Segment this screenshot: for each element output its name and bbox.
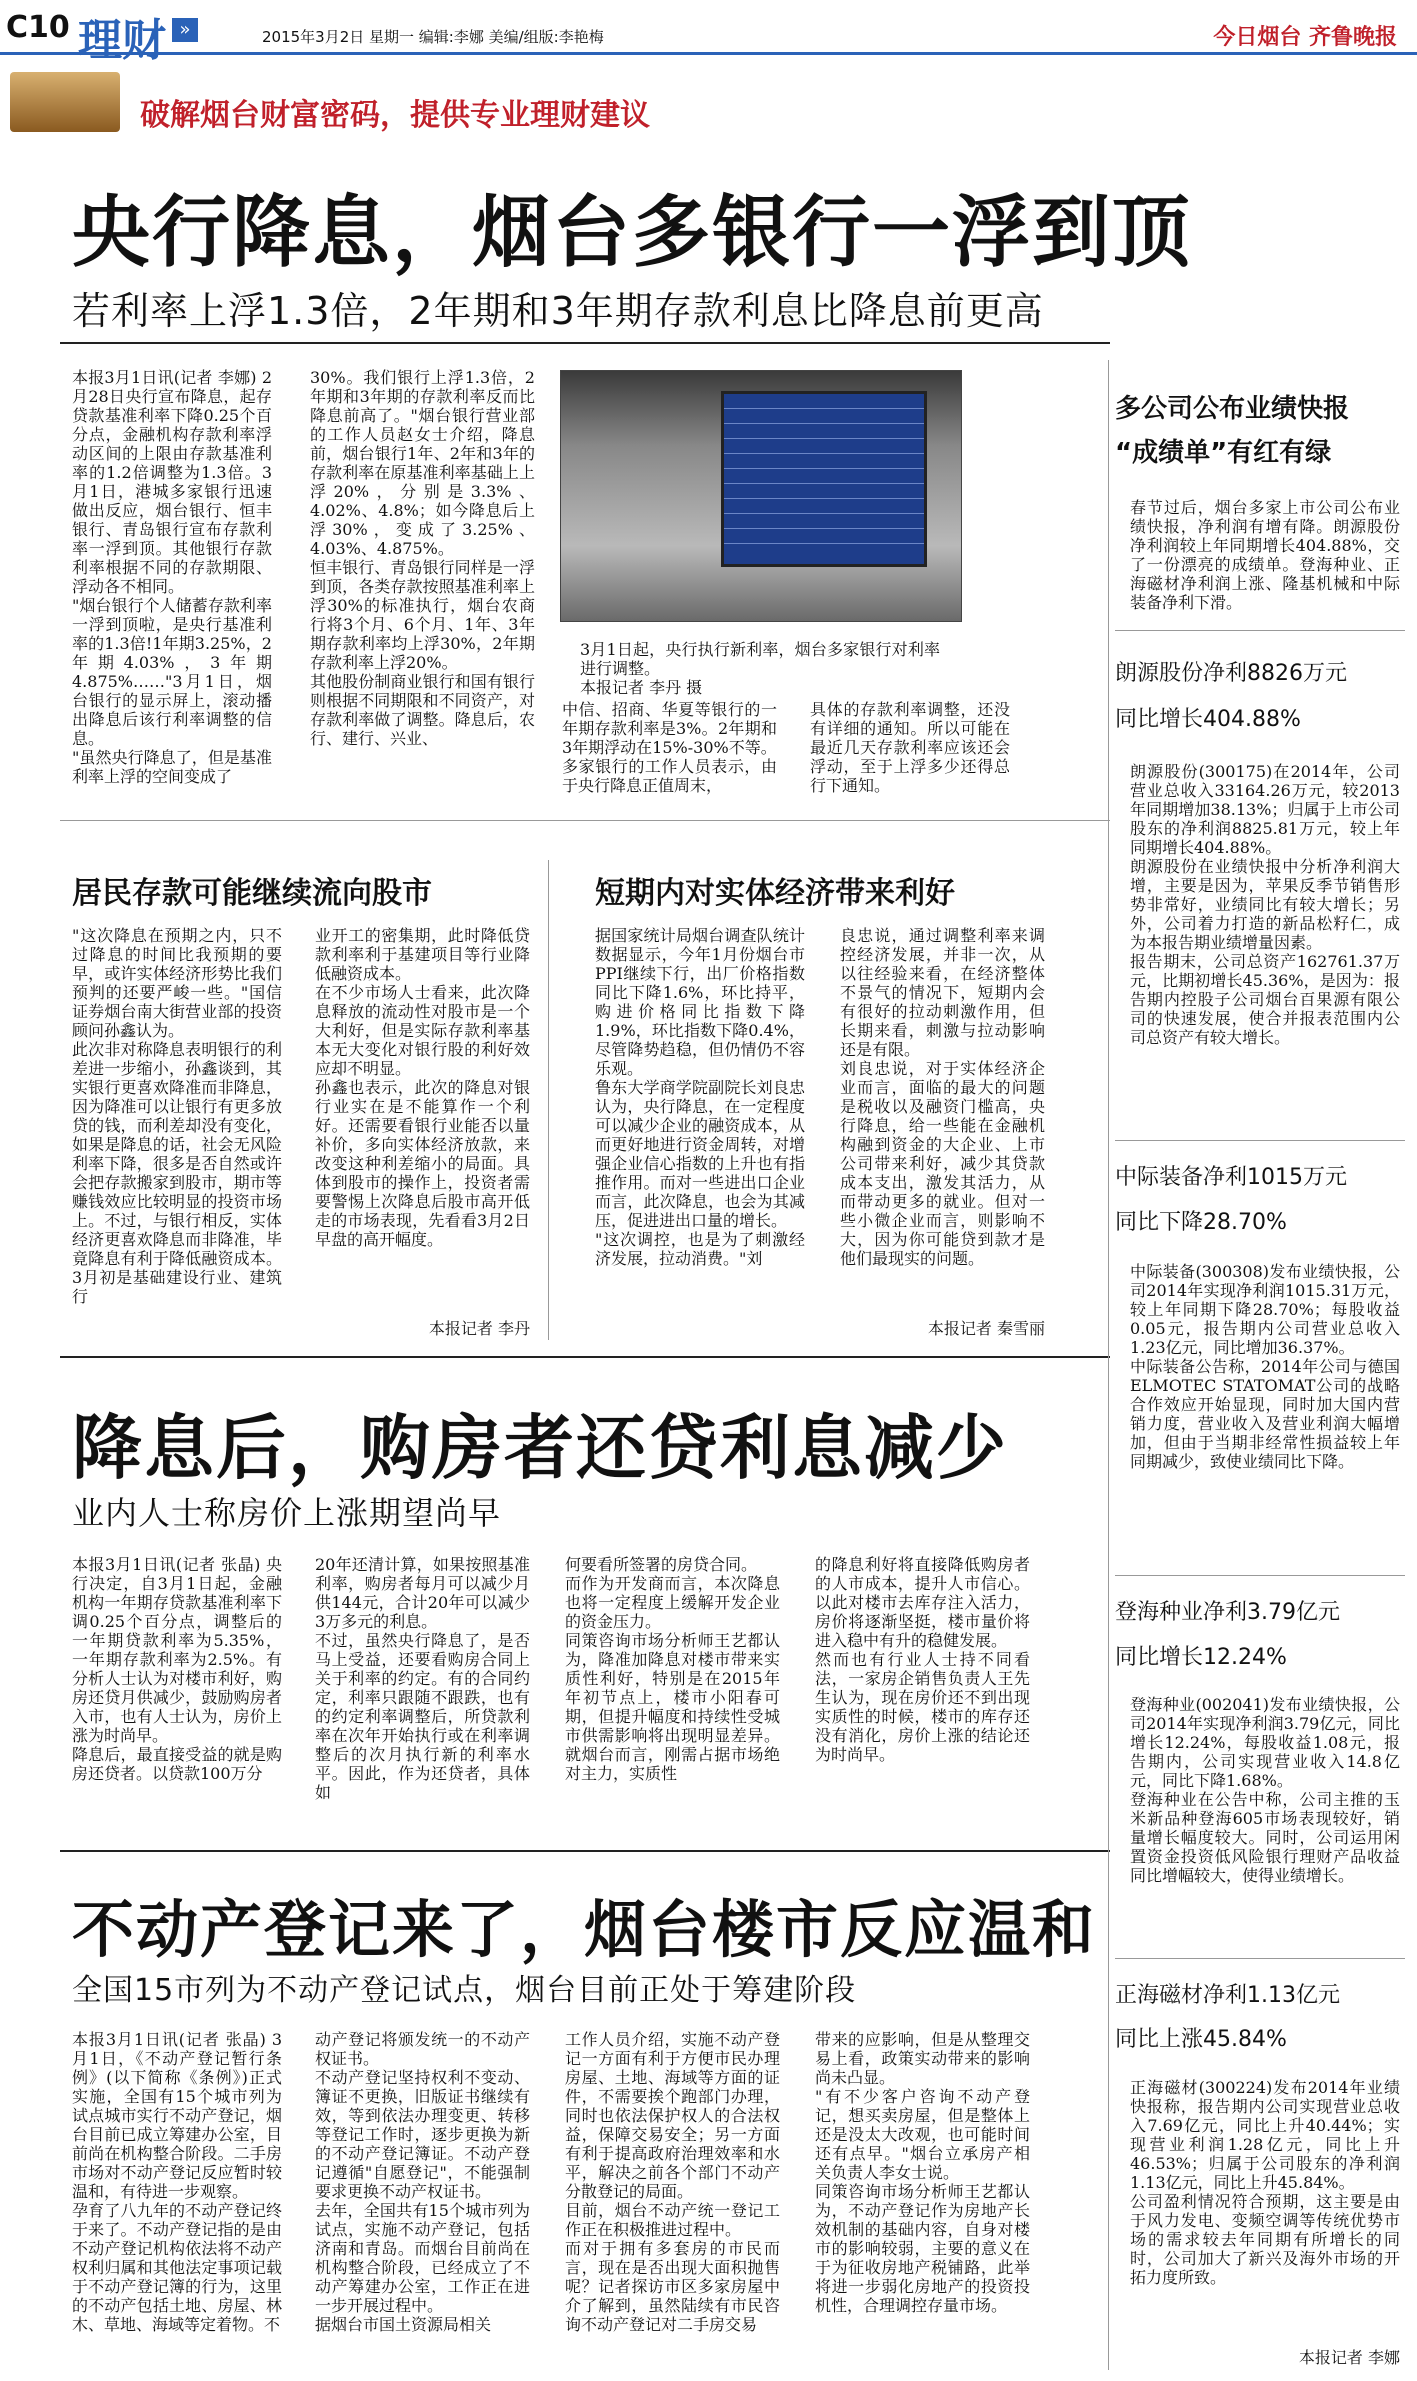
sidebar-title-1: 多公司公布业绩快报	[1115, 394, 1350, 424]
article3-col2: 良忠说，通过调整利率来调控经济发展，并非一次，从以往经验来看，在经济整体不景气的情况下，短期内会有很好的拉动刺激作用，但长期来看，刺激与拉动影响还是有限。 刘良忠说，对于实体经济企业而言，面临的最大的问题是税收以及融资门槛高，央行降息，给一些能在金融机构融到资金的大企业、上市公司带来利好，减少其贷款成本支出，激发其活力，从而带动更多的就业。但对一些小微企业而言，则影响不大，因为你可能贷到款才是他们最现实的问题。	[840, 926, 1045, 1268]
chevron-right-icon: »	[172, 18, 198, 42]
article4-col3: 何要看所签署的房贷合同。 而作为开发商而言，本次降息也将一定程度上缓解开发企业的资金压力。 同策咨询市场分析师王艺都认为，降准加降息对楼市带来实质性利好，特别是在2015年年初节点上，楼市小阳春可期，但提升幅度和持续性受城市供需影响将出现明显差异。就烟台而言，刚需占据市场绝对主力，实质性	[565, 1555, 780, 1783]
headline-4: 降息后，购房者还贷利息减少	[72, 1407, 1008, 1489]
divider	[1115, 1575, 1405, 1576]
divider	[60, 1356, 1110, 1358]
column-divider	[548, 860, 549, 1340]
sidebar-item-4-title: 正海磁材净利1.13亿元	[1115, 1983, 1340, 2008]
headline-5: 不动产登记来了，烟台楼市反应温和	[72, 1893, 1097, 1966]
article3-byline: 本报记者 秦雪丽	[927, 1319, 1045, 1338]
sidebar-byline: 本报记者 李娜	[1298, 2348, 1400, 2367]
divider	[60, 342, 1110, 344]
subheadline-5: 全国15市列为不动产登记试点，烟台目前正处于筹建阶段	[72, 1973, 857, 2008]
sidebar-divider	[1108, 360, 1109, 2370]
newspaper-name: 今日烟台 齐鲁晚报	[1213, 25, 1397, 50]
divider	[1115, 630, 1405, 631]
rate-display-screen	[721, 391, 927, 567]
section-slogan: 破解烟台财富密码，提供专业理财建议	[140, 98, 650, 133]
article4-col2: 20年还清计算，如果按照基准利率，购房者每月可以减少月供144元，合计20年可以减少3万多元的利息。 不过，虽然央行降息了，是否马上受益，还要看购房合同上关于利率的约定。有的合同约定，利率只跟随不跟跌，也有的约定利率调整后，所贷款利率在次年开始执行或在利率调整后的次月执行新的利率水平。因此，作为还贷者，具体如	[315, 1555, 530, 1802]
divider	[60, 1850, 1110, 1852]
subheadline-4: 业内人士称房价上涨期望尚早	[72, 1494, 502, 1532]
section-title: 理财	[78, 15, 166, 66]
article3-title: 短期内对实体经济带来利好	[595, 876, 955, 911]
page-number: C10	[6, 10, 70, 45]
sidebar-item-1-body: 朗源股份(300175)在2014年，公司营业总收入33164.26万元，较2013年同期增加38.13%；归属于上市公司股东的净利润8825.81万元，较上年同期增长404.88%。 朗源股份在业绩快报中分析净利润大增，主要是因为，苹果反季节销售形势非常好，业绩同比有较大增长；另外，公司着力打造的新品松籽仁，成为本报告期业绩增量因素。 报告期末，公司总资产162761.37万元，比期初增长45.36%，是因为：报告期内控股子公司烟台百果源有限公司的快速发展，使合并报表范围内公司总资产有较大增长。	[1130, 762, 1400, 1047]
article5-col3: 工作人员介绍，实施不动产登记一方面有利于方便市民办理房屋、土地、海域等方面的证件，不需要挨个跑部门办理，同时也依法保护权人的合法权益，保障交易安全；另一方面有利于提高政府治理效率和水平，解决之前各个部门不动产分散登记的局面。 目前，烟台不动产统一登记工作正在积极推进过程中。 而对于拥有多套房的市民而言，现在是否出现大面积抛售呢？记者探访市区多家房屋中介了解到，虽然陆续有市民咨询不动产登记对二手房交易	[565, 2030, 780, 2334]
article2-col1: "这次降息在预期之内，只不过降息的时间比我预期的要早，或许实体经济形势比我们预判的还要严峻一些。"国信证券烟台南大街营业部的投资顾问孙鑫认为。 此次非对称降息表明银行的利差进一步缩小，孙鑫谈到，其实银行更喜欢降准而非降息，因为降准可以让银行有更多放贷的钱，而利差却没有变化，如果是降息的话，社会无风险利率下降，很多是否自然或许会把存款搬家到股市，期市等赚钱效应比较明显的投资市场上。不过，与银行相反，实体经济更喜欢降息而非降准，毕竟降息有利于降低融资成本。3月初是基础建设行业、建筑行	[72, 926, 282, 1306]
subheadline-1: 若利率上浮1.3倍，2年期和3年期存款利息比降息前更高	[72, 289, 1044, 333]
article1-col4: 具体的存款利率调整，还没有详细的通知。所以可能在最近几天存款利率应该还会浮动，至于上浮多少还得总行下通知。	[810, 700, 1010, 795]
sidebar-item-2-body: 中际装备(300308)发布业绩快报，公司2014年实现净利润1015.31万元，较上年同期下降28.70%；每股收益0.05元，报告期内公司营业总收入1.23亿元，同比增加36.37%。 中际装备公告称，2014年公司与德国ELMOTEC STATOMAT公司的战略合作效应开始显现，同时加大国内营销力度，营业收入及营业利润大幅增加，但由于当期非经常性损益较上年同期减少，致使业绩同比下降。	[1130, 1262, 1400, 1471]
article5-col1: 本报3月1日讯(记者 张晶) 3月1日，《不动产登记暂行条例》(以下简称《条例》)正式实施，全国有15个城市列为试点城市实行不动产登记，烟台目前已成立筹建办公室，目前尚在机构整合阶段。二手房市场对不动产登记反应暂时较温和，有待进一步观察。 孕育了八九年的不动产登记终于来了。不动产登记指的是由不动产登记机构依法将不动产权利归属和其他法定事项记载于不动产登记簿的行为，这里的不动产包括土地、房屋、林木、草地、海域等定着物。不	[72, 2030, 282, 2334]
headline-1: 央行降息，烟台多银行一浮到顶	[72, 188, 1193, 278]
header-info: 2015年3月2日 星期一 编辑:李娜 美编/组版:李艳梅	[262, 28, 604, 46]
bank-display-photo	[560, 370, 962, 622]
sidebar-item-2-title: 中际装备净利1015万元	[1115, 1165, 1347, 1190]
sidebar-item-3-subtitle: 同比增长12.24%	[1115, 1645, 1287, 1670]
article4-col4: 的降息利好将直接降低购房者的人市成本，提升人市信心。以此对楼市去库存注入活力，房价将逐渐坚挺，楼市量价将进入稳中有升的稳健发展。 然而也有行业人士持不同看法，一家房企销售负责人王先生认为，现在房价还不到出现实质性的时候，楼市的库存还没有消化，房价上涨的结论还为时尚早。	[815, 1555, 1030, 1764]
article5-col2: 动产登记将颁发统一的不动产权证书。 不动产登记坚持权利不变动、簿证不更换，旧版证书继续有效，等到依法办理变更、转移等登记工作时，逐步更换为新的不动产登记簿证。不动产登记遵循"自愿登记"，不能强制要求更换不动产权证书。 去年，全国共有15个城市列为试点，实施不动产登记，包括济南和青岛。而烟台目前尚在机构整合阶段，已经成立了不动产筹建办公室，工作正在进一步开展过程中。 据烟台市国土资源局相关	[315, 2030, 530, 2334]
header-divider	[0, 52, 1417, 55]
sidebar-title-2: “成绩单”有红有绿	[1115, 438, 1332, 468]
sidebar-item-4-subtitle: 同比上涨45.84%	[1115, 2027, 1287, 2052]
article1-col2: 30%。我们银行上浮1.3倍，2年期和3年期的存款利率反而比降息前高了。"烟台银行营业部的工作人员赵女士介绍，降息前，烟台银行1年、2年和3年的存款利率在原基准利率基础上上浮20%，分别是3.3%、4.02%、4.8%；如今降息后上浮30%，变成了3.25%、4.03%、4.875%。 恒丰银行、青岛银行同样是一浮到顶，各类存款按照基准利率上浮30%的标准执行，烟台农商行将3个月、6个月、1年、3年期存款利率均上浮30%，2年期存款利率上浮20%。 其他股份制商业银行和国有银行则根据不同期限和不同资产，对存款利率做了调整。降息后，农行、建行、兴业、	[310, 368, 535, 748]
article1-col3: 中信、招商、华夏等银行的一年期存款利率是3%。2年期和3年期浮动在15%-30%不等。 多家银行的工作人员表示，由于央行降息正值周末，	[562, 700, 777, 795]
abacus-image	[10, 72, 120, 132]
sidebar-item-4-body: 正海磁材(300224)发布2014年业绩快报称，报告期内公司实现营业总收入7.69亿元，同比上升40.44%；实现营业利润1.28亿元，同比上升46.53%；归属于公司股东的净利润1.13亿元，同比上升45.84%。 公司盈利情况符合预期，这主要是由于风力发电、变频空调等传统优势市场的需求较去年同期有所增长的同时，公司加大了新兴及海外市场的开拓力度所致。	[1130, 2078, 1400, 2287]
article2-title: 居民存款可能继续流向股市	[72, 876, 432, 911]
article2-col2: 业开工的密集期，此时降低贷款利率利于基建项目等行业降低融资成本。 在不少市场人士看来，此次降息释放的流动性对股市是一个大利好，但是实际存款利率基本无大变化对银行股的利好效应却不明显。 孙鑫也表示，此次的降息对银行业实在是不能算作一个利好。还需要看银行业能否以量补价，多向实体经济放款，来改变这种利差缩小的局面。具体到股市的操作上，投资者需要警惕上次降息后股市高开低走的市场表现，先看看3月2日早盘的高开幅度。	[315, 926, 530, 1249]
article4-col1: 本报3月1日讯(记者 张晶) 央行决定，自3月1日起，金融机构一年期存贷款基准利率下调0.25个百分点，调整后的一年期贷款利率为5.35%，一年期存款利率为2.5%。有分析人士认为对楼市利好，购房还贷月供减少，鼓励购房者入市，也有人士认为，房价上涨为时尚早。 降息后，最直接受益的就是购房还贷者。以贷款100万分	[72, 1555, 282, 1783]
divider	[1115, 1140, 1405, 1141]
article2-byline: 本报记者 李丹	[428, 1319, 530, 1338]
sidebar-item-1-subtitle: 同比增长404.88%	[1115, 707, 1301, 732]
sidebar-intro: 春节过后，烟台多家上市公司公布业绩快报，净利润有增有降。朗源股份净利润较上年同期增长404.88%，交了一份漂亮的成绩单。登海种业、正海磁材净利润上涨、隆基机械和中际装备净利下滑。	[1130, 498, 1400, 612]
article5-col4: 带来的应影响，但是从整理交易上看，政策实动带来的影响尚未凸显。 "有不少客户咨询不动产登记，想买卖房屋，但是整体上还是没太大改观，也可能时间还有点早。"烟台立承房产相关负责人李女士说。 同策咨询市场分析师王艺都认为，不动产登记作为房地产长效机制的基础内容，自身对楼市的影响较弱，主要的意义在于为征收房地产税铺路，此举将进一步弱化房地产的投资投机性，合理调控存量市场。	[815, 2030, 1030, 2315]
sidebar-item-3-body: 登海种业(002041)发布业绩快报，公司2014年实现净利润3.79亿元，同比增长12.24%，每股收益1.08元，报告期内，公司实现营业收入14.8亿元，同比下降1.68%。 登海种业在公告中称，公司主推的玉米新品种登海605市场表现较好，销量增长幅度较大。同时，公司运用闲置资金投资低风险银行理财产品收益同比增幅较大，使得业绩增长。	[1130, 1695, 1400, 1885]
divider	[1115, 1958, 1405, 1959]
sidebar-item-3-title: 登海种业净利3.79亿元	[1115, 1600, 1340, 1625]
divider	[60, 820, 1110, 821]
photo-caption: 3月1日起，央行执行新利率，烟台多家银行对利率进行调整。 本报记者 李丹 摄	[580, 640, 940, 697]
article3-col1: 据国家统计局烟台调查队统计数据显示，今年1月份烟台市PPI继续下行，出厂价格指数同比下降1.6%，环比持平，购进价格同比指数下降1.9%，环比指数下降0.4%，尽管降势趋稳，但仍情仍不容乐观。 鲁东大学商学院副院长刘良忠认为，央行降息，在一定程度可以减少企业的融资成本，从而更好地进行资金周转，对增强企业信心指数的上升也有指推作用。而对一些进出口企业而言，此次降息，也会为其减压，促进进出口量的增长。 "这次调控，也是为了刺激经济发展，拉动消费。"刘	[595, 926, 805, 1268]
sidebar-item-1-title: 朗源股份净利8826万元	[1115, 661, 1347, 686]
article1-col1: 本报3月1日讯(记者 李娜) 2月28日央行宣布降息，起存贷款基准利率下降0.25个百分点，金融机构存款利率浮动区间的上限由存款基准利率的1.2倍调整为1.3倍。3月1日，港城多家银行迅速做出反应，烟台银行、恒丰银行、青岛银行宣布存款利率一浮到顶。其他银行存款利率根据不同的存款期限、浮动各不相同。 "烟台银行个人储蓄存款利率一浮到顶啦，是央行基准利率的1.3倍!1年期3.25%，2年期4.03%，3年期4.875%……"3月1日，烟台银行的显示屏上，滚动播出降息后该行利率调整的信息。 "虽然央行降息了，但是基准利率上浮的空间变成了	[72, 368, 272, 786]
sidebar-item-2-subtitle: 同比下降28.70%	[1115, 1210, 1287, 1235]
